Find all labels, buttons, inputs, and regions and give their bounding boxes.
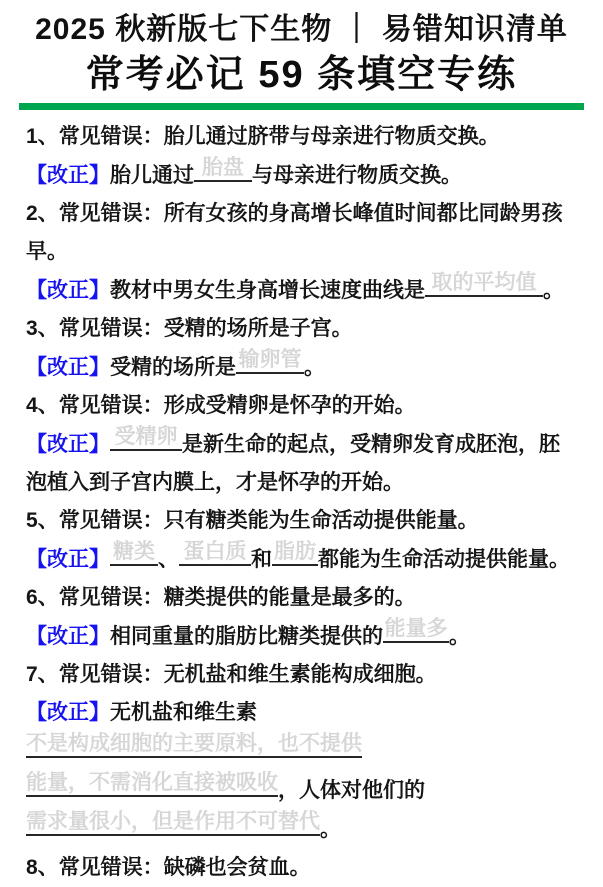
error-line [26,656,577,694]
error-line [26,387,577,425]
error-text: 所有女孩的身高增长峰值时间都比同龄男孩早。 [26,202,563,263]
correction-line [26,348,577,387]
correction-text: 受精的场所是 [110,356,236,379]
error-label: 常见错误： [58,509,164,532]
fix-label: 【改正】 [26,548,110,571]
error-line [26,579,577,617]
error-line [26,195,577,271]
page-title: 2025 秋新版七下生物 ｜ 易错知识清单 [35,13,568,46]
fix-label: 【改正】 [26,433,110,456]
error-label: 常见错误： [58,125,164,148]
error-line [26,502,577,540]
correction-text: 无机盐和维生素 [110,701,257,724]
error-text: 只有糖类能为生命活动提供能量。 [163,509,479,532]
correction-text: 。 [320,818,341,841]
error-text: 形成受精卵是怀孕的开始。 [163,394,416,417]
correction-text: 和 [251,548,272,571]
correction-text: 是新生命的起点，受精卵发育成胚泡，胚泡植入到子宫内膜上，才是怀孕的开始。 [26,433,560,494]
page-subtitle: 常考必记 59 条填空专练 [85,54,518,96]
green-divider [19,103,584,110]
blank-underline: 输卵管 [236,348,304,374]
correction-text: 。 [449,625,470,648]
blank-underline: 能量多 [383,617,449,643]
fix-label: 【改正】 [26,279,110,302]
correction-line [26,540,577,579]
item-number: 2、 [26,202,59,225]
blank-underline: 胎盘 [194,156,252,182]
error-label: 常见错误： [58,202,164,225]
correction-line [26,617,577,656]
item-number: 8、 [26,856,59,879]
correction-line [26,694,577,849]
item-number: 7、 [26,663,59,686]
error-text: 受精的场所是子宫。 [163,317,353,340]
correction-text: ，人体对他们的 [278,779,425,802]
blank-underline: 脂肪 [272,540,318,566]
items-container [26,118,577,887]
blank-underline: 作用不可替代 [194,810,320,836]
correction-text: 。 [543,279,564,302]
error-label: 常见错误： [58,856,164,879]
item-number: 1、 [26,125,59,148]
error-label: 常见错误： [58,317,164,340]
item-number: 6、 [26,586,59,609]
blank-underline: 需求量很小，但是 [26,810,194,836]
blank-underline: 受精卵 [110,425,182,451]
correction-text: 、 [158,548,179,571]
correction-text: 都能为生命活动提供能量。 [318,548,570,571]
fix-label: 【改正】 [26,625,110,648]
correction-text: 。 [304,356,325,379]
item-number: 4、 [26,394,59,417]
correction-line [26,425,577,502]
error-text: 无机盐和维生素能构成细胞。 [163,663,437,686]
error-text: 胎儿通过脐带与母亲进行物质交换。 [163,125,500,148]
correction-text: 胎儿通过 [110,164,194,187]
error-line [26,849,577,887]
error-label: 常见错误： [58,394,164,417]
item-number: 5、 [26,509,59,532]
blank-underline: 蛋白质 [179,540,251,566]
worksheet-body [0,116,603,887]
correction-line [26,271,577,310]
error-line [26,310,577,348]
blank-underline: 不是构成细胞的主要原料，也不提供 [26,732,362,758]
fix-label: 【改正】 [26,701,110,724]
correction-line [26,156,577,195]
blank-underline: 糖类 [110,540,158,566]
fix-label: 【改正】 [26,356,110,379]
correction-text: 教材中男女生身高增长速度曲线是 [110,279,425,302]
error-text: 缺磷也会贫血。 [163,856,311,879]
item-number: 3、 [26,317,59,340]
correction-text: 相同重量的脂肪比糖类提供的 [110,625,383,648]
header [0,10,603,110]
error-text: 糖类提供的能量是最多的。 [163,586,416,609]
error-label: 常见错误： [58,663,164,686]
correction-text: 与母亲进行物质交换。 [252,164,462,187]
error-line [26,118,577,156]
fix-label: 【改正】 [26,164,110,187]
error-label: 常见错误： [58,586,164,609]
blank-underline: 取的平均值 [425,271,543,297]
blank-underline: 能量，不需消化直接被吸收 [26,771,278,797]
